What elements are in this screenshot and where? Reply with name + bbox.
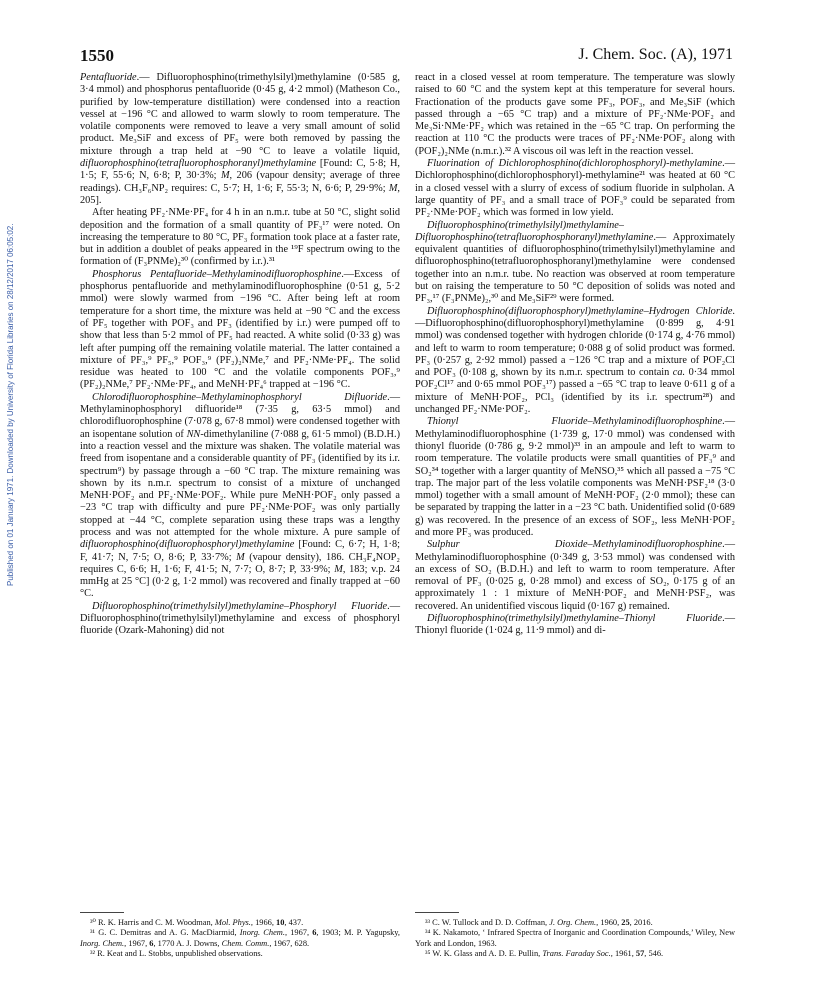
italic-run: M (334, 563, 343, 575)
paragraph (415, 158, 735, 219)
italic-run: Difluorophosphino(difluorophosphoryl)methylamine–Hydrogen Chloride (427, 305, 733, 317)
text-run: ³² R. Keat and L. Stobbs, unpublished observations. (90, 948, 263, 958)
paragraph-continued (415, 72, 735, 158)
text-run: , 546. (644, 948, 664, 958)
italic-run: Thionyl Fluoride–Methylaminodifluorophosphine (427, 416, 723, 428)
paragraph (80, 207, 400, 268)
footnote (415, 918, 735, 928)
italic-run: Mol. Phys. (214, 918, 251, 927)
italic-run: Difluorophosphino(trimethylsilyl)methylamine–Thionyl Fluoride (427, 613, 723, 625)
text-run: , 206 (vapour density; average of three readings). CH₃F₆NP₂ requires: C, 5·7; H, 1·6; F, 55·3; N, 6·6; P, 29·9%; (80, 170, 400, 194)
footnotes-right (415, 918, 735, 959)
text-run: .—Methylaminodifluorophosphine (0·349 g, 3·53 mmol) was condensed with an excess of SO₂ (B.D.H.) and left to warm to room temperature. After removal of PF₃ (0·025 g, 0·28 mmol) and excess of SO₂, 0·175 g of an approximately 1 : 1 mixture of MeNH·POF₂ and MeNH·PSF₂, was recovered. An unidentified viscous liquid (0·167 g) remained. (415, 539, 735, 612)
text-run: ³⁵ W. K. Glass and A. D. E. Pullin, (425, 948, 543, 958)
italic-run: Trans. Faraday Soc. (542, 948, 611, 958)
text-run: ³³ C. W. Tullock and D. D. Coffman, (425, 918, 550, 927)
footnotes-left (80, 918, 400, 959)
italic-run: difluorophosphino(tetrafluorophosphoranyl)methylamine (80, 158, 317, 170)
paragraph-continued (80, 72, 400, 207)
paragraph (80, 601, 400, 638)
text-run: [Found: C, 5·8; H, 1·5; F, 55·6; N, 6·8; P, 30·3%; (80, 158, 400, 182)
paragraph (415, 416, 735, 539)
italic-run: Chem. Comm. (221, 938, 270, 948)
italic-run: Inorg. Chem. (239, 928, 285, 938)
text-run: -dimethylaniline (7·088 g, 61·5 mmol) (B.D.H.) into a reaction vessel and the mixture was shaken. The volatile material was freed from isopentane and a considerable quantity of PF₃ (identified by its i.r. spectrum⁹) by passage through a −60 °C trap. The mixture remaining was shown by its n.m.r. spectrum to consist of a mixture of unchanged MeNH·POF₂ and PF₂·NMe·POF₂. While pure MeNH·POF₂ only passed a −23 °C trap with difficulty and pure PF₂·NMe·POF₂ was only partially stopped at −44 °C, complete separation using these traps was a lengthy process and was not attempted for the whole mixture. A pure sample of (80, 428, 400, 538)
footnote (80, 918, 400, 928)
italic-run: Pentafluoride (80, 72, 137, 83)
text-run: , 437. (284, 918, 304, 927)
text-run: .— Dichlorophosphino(dichlorophosphoryl)-methylamine²¹ was heated at 60 °C in a closed vessel with a slurry of excess of sodium fluoride in sulpholan. A large quantity of PF₃ and a small trace of POF₃⁹ could be separated from PF₂·NMe·POF₂ which was formed in low yield. (415, 158, 735, 219)
footnote-divider-left (80, 912, 124, 913)
italic-run: Inorg. Chem. (80, 938, 125, 948)
text-run: (vapour density), 186. CH₃F₄NOP₂ requires C, 6·6; H, 1·6; F, 41·5; N, 7·7; O, 8·7; P, 33·9%; (80, 551, 400, 575)
text-run: , 1961, (610, 948, 636, 958)
paragraph (415, 220, 735, 306)
footnote (80, 928, 400, 949)
paragraph (415, 539, 735, 613)
text-run: , 1967, 628. (269, 938, 310, 948)
text-run: .—Difluorophosphino(difluorophosphoryl)methylamine (0·899 g, 4·91 mmol) was condensed together with hydrogen chloride (0·174 g, 4·76 mmol) and left to warm to room temperature; 0·088 g of solid product was formed. PF₃ (0·257 g, 2·92 mmol) passed a −126 °C trap and a mixture of POF₂Cl and POF₃ (0·108 g, shown by its n.m.r. spectrum to contain (415, 305, 735, 379)
text-run: ³¹ G. C. Demitras and A. G. MacDiarmid, (90, 928, 240, 938)
footnote (80, 949, 400, 959)
paragraph (80, 392, 400, 601)
bold-run: 25 (621, 918, 630, 927)
footnote (415, 949, 735, 959)
bold-run: 6 (149, 938, 154, 948)
italic-run: M (236, 551, 245, 563)
text-run: 0·34 mmol POF₂Cl¹⁷ and 0·65 mmol POF₃¹⁷) passed a −65 °C trap to leave 0·611 g of a mixture of MeNH·POF₂, PCl₃ (identified by its i.r. spectrum²⁸) and unchanged PF₂·NMe·POF₂. (415, 367, 735, 416)
italic-run: Fluorination of Dichlorophosphino(dichlorophosphoryl)-methylamine (427, 158, 723, 170)
text-run: react in a closed vessel at room temperature. The temperature was slowly raised to 60 °C and the system kept at this temperature for several hours. Fractionation of the products gave some PF₃, POF₃, and Me₃SiF (which passed through a −65 °C trap) and a mixture of PF₂·NMe·POF₂ and Me₃Si·NMe·PF₂ which was retained in the −65 °C trap. On performing the reaction at 110 °C the products were traces of PF₂·NMe·POF₂ along with (POF₂)₂NMe (n.m.r.).³² A viscous oil was left in the reaction vessel. (415, 72, 735, 157)
text-run: [Found: C, 6·7; H, 1·8; F, 41·7; N, 7·5; O, 8·6; P, 33·7%; (80, 539, 400, 563)
footnote (415, 928, 735, 949)
page-number: 1550 (80, 46, 114, 65)
text-run: , 2016. (629, 918, 653, 927)
text-run: .—Methylaminophosphoryl difluoride¹⁸ (7·35 g, 63·5 mmol) and chlorodifluorophosphine (7·078 g, 67·8 mmol) were condensed together with an isopentane solution of (80, 391, 400, 440)
italic-run: Phosphorus Pentafluoride–Methylaminodifluorophosphine (92, 268, 342, 280)
text-run: , 1967, (124, 938, 150, 948)
italic-run: difluorophosphino(difluorophosphoryl)methylamine (80, 539, 295, 551)
text-run: .—Methylaminodifluorophosphine (1·739 g, 17·0 mmol) was condensed with thionyl fluoride (0·786 g, 9·2 mmol)³³ in an ampoule and left to warm to room temperature. The volatile products were small quantities of PF₃⁹ and SO₂³⁴ together with a larger quantity of MeNSO,³⁵ which all passed a −75 °C trap. The major part of the less volatile components was MeNH·PSF₂¹⁸ (3·0 mmol) together with a small amount of MeNH·POF₂ (2·0 mmol); these can be separated by trapping the latter in a −23 °C bath. Unidentified solid (0·689 g) was recovered. In the presence of an excess of SOF₂, less MeNH·POF₂ and more PF₃ was produced. (415, 416, 735, 538)
bold-run: 10 (276, 918, 285, 927)
text-run: , 1903; M. P. Yagupsky, (316, 928, 401, 938)
paragraph (415, 613, 735, 638)
text-run: .— Difluorophosphino(trimethylsilyl)methylamine (0·585 g, 3·4 mmol) and phosphorus pentafluoride (0·45 g, 4·2 mmol) (Matheson Co., purified by low-temperature distillation) were condensed into a reaction vessel at −196 °C and allowed to warm slowly to room temperature. The volatile components were removed to leave a very small amount of solid product. Me₃SiF and excess of PF₅ were both removed by passing the mixture through a trap held at −90 °C to leave a volatile liquid, (80, 72, 400, 157)
text-run: ³⁴ K. Nakamoto, ‘ Infrared Spectra of Inorganic and Coordination Compounds,’ Wiley, New York and London, 1963. (415, 928, 735, 948)
right-column (415, 72, 735, 638)
bold-run: 57 (635, 948, 645, 958)
text-run: After heating PF₂·NMe·PF₄ for 4 h in an n.m.r. tube at 50 °C, slight solid deposition and the formation of a small quantity of PF₃¹⁷ were noted. On increasing the temperature to 80 °C, PF₃ formation took place at a faster rate, but in addition a doublet of peaks appeared in the ¹⁹F spectrum owing to the formation of (F₃PNMe)₂³⁰ (confirmed by i.r.).³¹ (80, 207, 400, 268)
text-run: , 1960, (596, 918, 622, 927)
text-run: , 1770 A. J. Downs, (153, 938, 222, 948)
italic-run: Chlorodifluorophosphine–Methylaminophosphoryl Difluoride (92, 391, 388, 403)
italic-run: Difluorophosphino(trimethylsilyl)methylamine–Difluorophosphino(tetrafluorophosphoranyl)methylamine (415, 219, 654, 243)
italic-run: Difluorophosphino(trimethylsilyl)methylamine–Phosphoryl Fluoride (92, 600, 388, 612)
italic-run: M (220, 170, 230, 182)
bold-run: 6 (312, 928, 317, 938)
text-run: , 1966, (250, 918, 277, 927)
paragraph (415, 306, 735, 417)
text-run: ³⁰ R. K. Harris and C. M. Woodman, (90, 918, 215, 927)
text-run: .—Thionyl fluoride (1·024 g, 11·9 mmol) and di- (415, 613, 735, 637)
text-run: .— Approximately equivalent quantities of difluorophosphino(trimethylsilyl)methylamine and difluorophosphino(tetrafluorophosphoranyl)methylamine were condensed together into an n.m.r. tube. No reaction was observed at room temperature but on raising the temperature to 50 °C deposition of solids was noted and PF₃,¹⁷ (F₃PNMe)₂,³⁰ and Me₃SiF²⁹ were formed. (415, 231, 735, 305)
download-watermark: Published on 01 January 1971. Downloaded by University of Florida Libraries on 28/12/2017 06:05:02. (6, 223, 15, 587)
text-run: , 1967, (284, 928, 313, 938)
left-column (80, 72, 400, 638)
text-run: , 183; v.p. 24 mmHg at 25 °C] (0·2 g, 1·2 mmol) was recovered and finally trapped at −60 °C. (80, 563, 400, 600)
footnote-divider-right (415, 912, 459, 913)
italic-run: Sulphur Dioxide–Methylaminodifluorophosphine (427, 539, 723, 551)
italic-run: M (388, 182, 398, 194)
paragraph (80, 269, 400, 392)
italic-run: J. Org. Chem. (549, 918, 597, 927)
text-run: .—Excess of phosphorus pentafluoride and methylaminodifluorophosphine (0·51 g, 5·2 mmol) were slowly warmed from −196 °C. After being left at room temperature for a short time, the mixture was held at −90 °C and the excess of PF₅ together with POF₃ and PF₃ (identified by i.r.) were pumped off to show that less than 5·2 mmol of PF₅ had reacted. A white solid (0·33 g) was left after pumping off the remaining volatile material. The latter contained a mixture of PF₃,⁹ PF₅,⁹ POF₃,⁹ (PF₂)₂NMe,⁷ and PF₂·NMe·PF₄. The solid residue was heated to 100 °C and the volatile components POF₃,⁹ (PF₂)₂NMe,⁷ PF₂·NMe·PF₄, and MeNH·PF₄⁶ trapped at −196 °C. (80, 268, 400, 391)
text-run: , 205]. (80, 182, 400, 206)
journal-header: J. Chem. Soc. (A), 1971 (578, 46, 733, 63)
italic-run: ca. (672, 367, 686, 379)
italic-run: NN (186, 428, 201, 440)
text-run: .— Difluorophosphino(trimethylsilyl)methylamine and excess of phosphoryl fluoride (Ozark-Mahoning) did not (80, 600, 400, 637)
